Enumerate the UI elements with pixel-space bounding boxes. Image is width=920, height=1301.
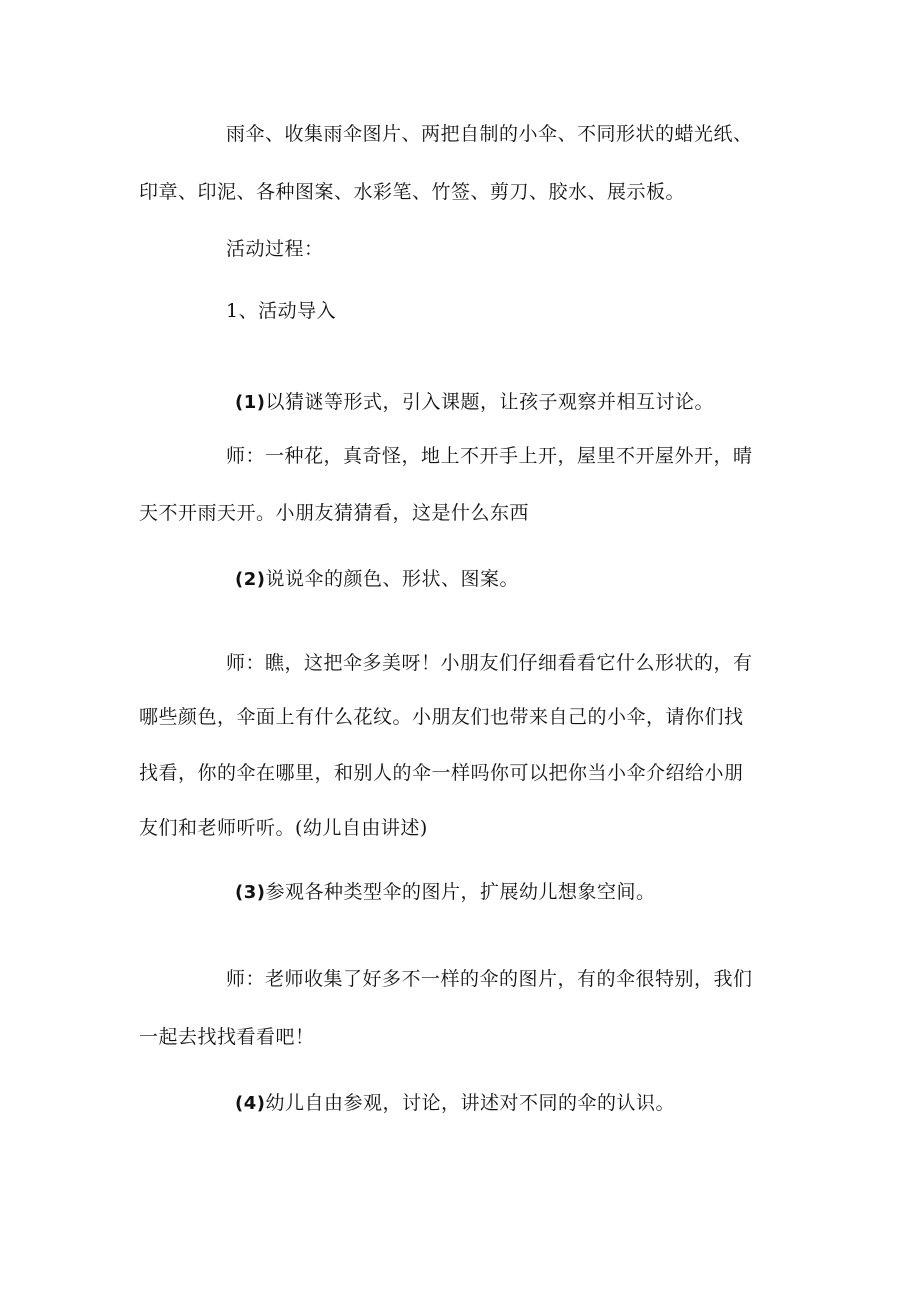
step-1 — [235, 389, 714, 416]
riddle-line-1: 师：一种花，真奇怪，地上不开手上开，屋里不开屋外开，晴 — [226, 445, 753, 467]
riddle-line-2: 天不开雨天开。小朋友猜猜看，这是什么东西 — [139, 502, 530, 524]
discussion-line-2: 哪些颜色，伞面上有什么花纹。小朋友们也带来自己的小伞，请你们找 — [139, 706, 744, 728]
activity-process-heading: 活动过程： — [226, 238, 324, 260]
step-1-text: 以猜谜等形式，引入课题，让孩子观察并相互讨论。 — [265, 391, 714, 413]
step-3 — [235, 879, 656, 906]
materials-line-2: 印章、印泥、各种图案、水彩笔、竹签、剪刀、胶水、展示板。 — [139, 181, 686, 203]
step-2-text: 说说伞的颜色、形状、图案。 — [265, 568, 519, 590]
discussion-line-1: 师：瞧，这把伞多美呀！小朋友们仔细看看它什么形状的，有 — [226, 652, 753, 674]
step-4-text: 幼儿自由参观，讨论，讲述对不同的伞的认识。 — [265, 1092, 675, 1114]
section-1-title: 1、活动导入 — [226, 300, 337, 322]
pictures-line-1: 师：老师收集了好多不一样的伞的图片，有的伞很特别，我们 — [226, 968, 753, 990]
step-4 — [235, 1090, 675, 1117]
pictures-line-2: 一起去找找看看吧！ — [139, 1026, 315, 1048]
step-3-number: (3) — [235, 882, 266, 903]
step-1-number: (1) — [235, 392, 266, 413]
step-2-number: (2) — [235, 569, 266, 590]
step-3-text: 参观各种类型伞的图片，扩展幼儿想象空间。 — [265, 881, 656, 903]
discussion-line-4: 友们和老师听听。(幼儿自由讲述) — [139, 817, 428, 839]
step-2 — [235, 566, 519, 593]
discussion-line-3: 找看，你的伞在哪里，和别人的伞一样吗你可以把你当小伞介绍给小朋 — [139, 762, 744, 784]
step-4-number: (4) — [235, 1093, 266, 1114]
materials-line-1: 雨伞、收集雨伞图片、两把自制的小伞、不同形状的蜡光纸、 — [226, 123, 753, 145]
